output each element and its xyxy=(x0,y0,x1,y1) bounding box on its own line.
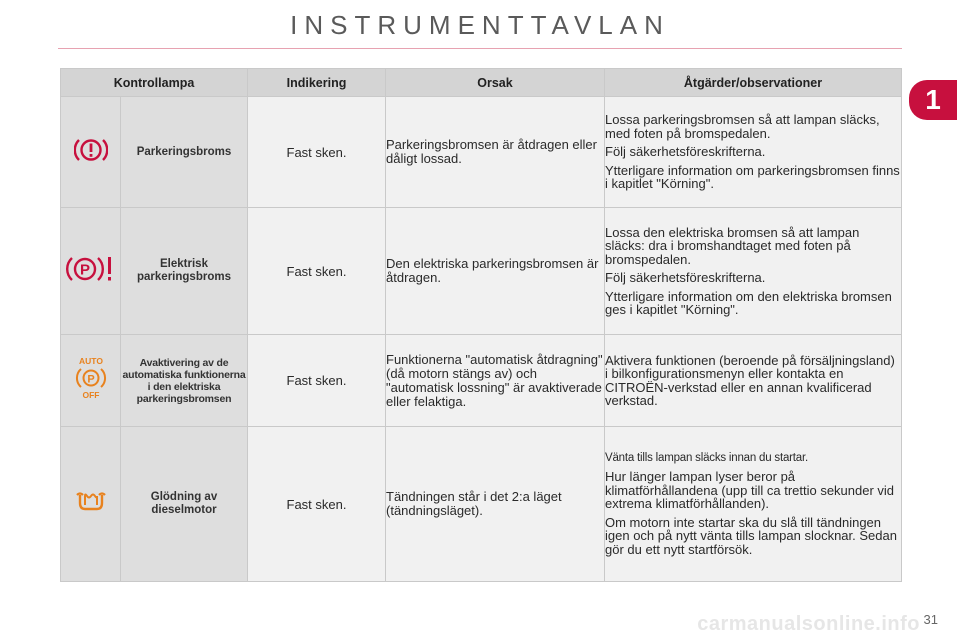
lamp-name: Elektrisk parkeringsbroms xyxy=(121,208,248,335)
header-orsak: Orsak xyxy=(386,69,605,97)
action-text: Vänta tills lampan släcks innan du startar. xyxy=(605,451,808,464)
icon-cell xyxy=(61,335,121,427)
icon-cell xyxy=(61,427,121,582)
indication: Fast sken. xyxy=(248,208,386,335)
off-label: OFF xyxy=(82,390,99,400)
action-text: Följ säkerhetsföreskrifterna. xyxy=(605,270,766,285)
indication: Fast sken. xyxy=(248,97,386,208)
header-atgarder: Åtgärder/observationer xyxy=(605,69,902,97)
action-text: Ytterligare information om parkeringsbromsen finns i kapitlet "Körning". xyxy=(605,162,900,192)
header-indikering: Indikering xyxy=(248,69,386,97)
actions xyxy=(605,208,902,335)
action-text: Lossa den elektriska bromsen så att lampan släcks: dra i bromshandtaget med foten på bromspedalen. xyxy=(605,224,860,267)
auto-parking-off-icon xyxy=(73,356,109,405)
indication: Fast sken. xyxy=(248,427,386,582)
action-text: Aktivera funktionen (beroende på försäljningsland) i bilkonfigurationsmenyn eller kontakta en CITROËN-verkstad eller en annan kvalificerad verkstad. xyxy=(605,352,895,408)
lamp-name: Parkeringsbroms xyxy=(121,97,248,208)
title-divider xyxy=(58,48,902,49)
actions xyxy=(605,335,902,427)
electric-parking-brake-icon xyxy=(66,254,116,289)
action-text: Följ säkerhetsföreskrifterna. xyxy=(605,144,766,160)
table-row xyxy=(61,335,902,427)
page-title: INSTRUMENTTAVLAN xyxy=(290,10,670,40)
watermark: carmanualsonline.info xyxy=(697,613,920,635)
actions xyxy=(605,97,902,208)
warning-lamp-table xyxy=(60,68,902,582)
icon-cell xyxy=(61,208,121,335)
lamp-name: Glödning av dieselmotor xyxy=(121,427,248,582)
svg-text:P: P xyxy=(79,261,90,278)
cause: Den elektriska parkeringsbromsen är åtdragen. xyxy=(386,208,605,335)
table-row xyxy=(61,427,902,582)
cause: Tändningen står i det 2:a läget (tändningsläget). xyxy=(386,427,605,582)
lamp-name: Avaktivering av de automatiska funktionerna i den elektriska parkeringsbromsen xyxy=(121,335,248,427)
action-text: Lossa parkeringsbromsen så att lampan släcks, med foten på bromspedalen. xyxy=(605,112,880,141)
table-header-row xyxy=(61,69,902,97)
header-kontrollampa: Kontrollampa xyxy=(61,69,248,97)
cause: Parkeringsbromsen är åtdragen eller dåligt lossad. xyxy=(386,97,605,208)
indication: Fast sken. xyxy=(248,335,386,427)
cause: Funktionerna "automatisk åtdragning" (då motorn stängs av) och "automatisk lossning" är avaktiverade eller felaktiga. xyxy=(386,335,605,427)
parking-brake-warning-icon xyxy=(74,136,108,169)
chapter-tab[interactable]: 1 xyxy=(909,80,957,120)
actions xyxy=(605,427,902,582)
page-number: 31 xyxy=(923,612,938,627)
table-row xyxy=(61,97,902,208)
action-text: Hur länger lampan lyser beror på klimatförhållandena (upp till ca trettio sekunder vid extrema klimatförhållanden). xyxy=(605,469,895,512)
p-letter: P xyxy=(86,373,95,386)
icon-cell xyxy=(61,97,121,208)
action-text: Ytterligare information om den elektriska bromsen ges i kapitlet "Körning". xyxy=(605,288,892,317)
glow-plug-icon xyxy=(74,491,108,518)
auto-label: AUTO xyxy=(78,356,103,366)
table-row xyxy=(61,208,902,335)
action-text: Om motorn inte startar ska du slå till tändningen igen och på nytt vänta tills lampan slocknar. Sedan gör du ett nytt startförsök. xyxy=(605,514,897,557)
